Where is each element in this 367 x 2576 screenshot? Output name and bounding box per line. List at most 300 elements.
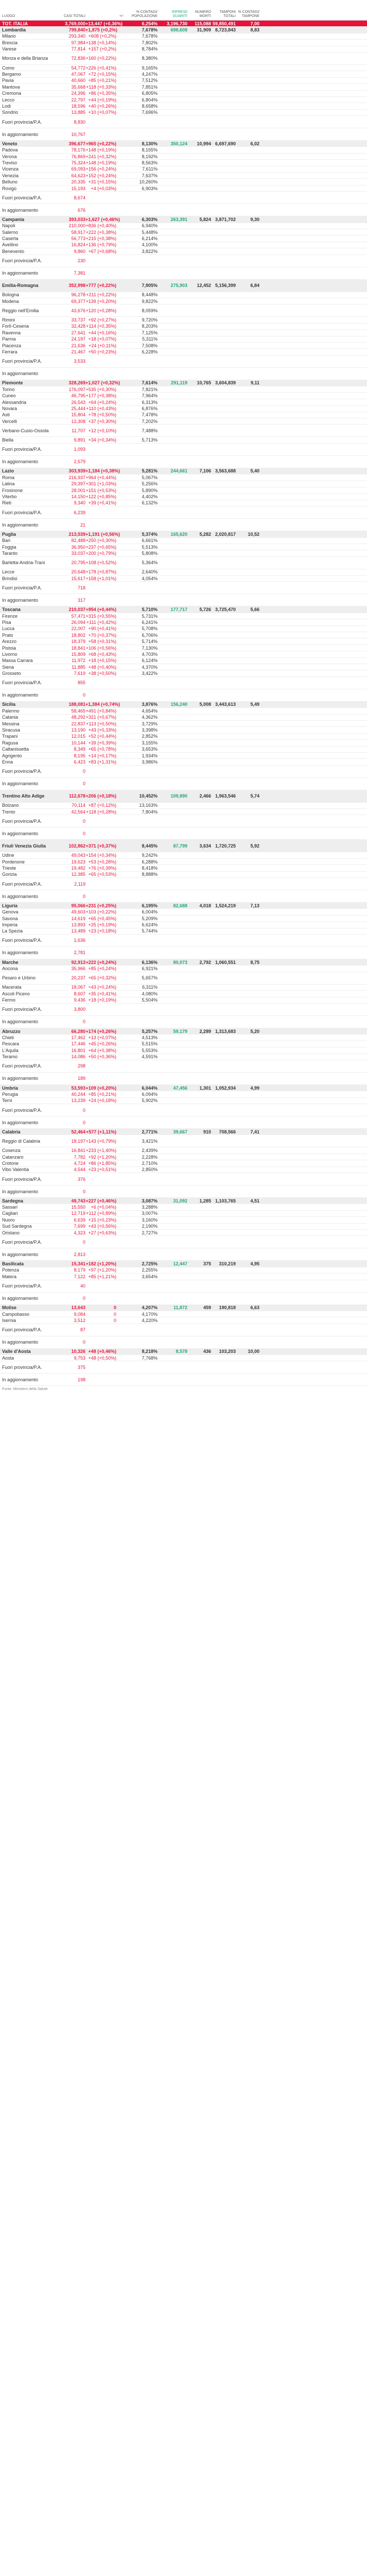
province-row[interactable]: [0, 456, 367, 468]
recovered: 698,608: [170, 27, 187, 33]
province-row[interactable]: [0, 91, 367, 97]
pct-population: 13,163%: [139, 803, 158, 808]
province-row[interactable]: [0, 708, 367, 714]
province-row[interactable]: [0, 997, 367, 1004]
province-row[interactable]: [0, 154, 367, 160]
place-name: Bolzano: [2, 803, 19, 808]
recovered: 11,872: [173, 1305, 187, 1311]
province-row[interactable]: [0, 386, 367, 393]
cases-total: 799,840: [68, 27, 85, 33]
province-row[interactable]: [0, 405, 367, 412]
province-row[interactable]: [0, 1224, 367, 1230]
province-row[interactable]: [0, 1160, 367, 1166]
total-row[interactable]: [0, 21, 367, 27]
pct-population: 2,228%: [142, 1154, 158, 1160]
cases-total: 10,144: [71, 740, 85, 745]
province-row[interactable]: [0, 928, 367, 935]
province-row[interactable]: [0, 292, 367, 298]
cases-total: 2,119: [74, 881, 85, 887]
province-row[interactable]: [0, 192, 367, 204]
province-row[interactable]: [0, 1173, 367, 1185]
province-row[interactable]: [0, 355, 367, 368]
province-row[interactable]: [0, 425, 367, 437]
cases-total: 216,937: [68, 474, 85, 480]
province-row[interactable]: [0, 519, 367, 531]
pct-population: 6,195%: [142, 903, 158, 908]
place-name: Foggia: [2, 544, 16, 550]
province-row[interactable]: [0, 179, 367, 185]
place-name: Padova: [2, 147, 18, 153]
province-row[interactable]: [0, 494, 367, 500]
region-row[interactable]: [0, 1198, 367, 1204]
pct-population: 8,448%: [142, 292, 158, 298]
province-row[interactable]: [0, 1248, 367, 1261]
province-row[interactable]: [0, 330, 367, 336]
region-row[interactable]: [0, 141, 367, 147]
pct-population: 9,165%: [142, 65, 158, 71]
province-row[interactable]: [0, 1267, 367, 1274]
cases-delta: +67 (+0,68%): [88, 248, 116, 254]
region-row[interactable]: [0, 531, 367, 537]
pct-tests: 5,49: [250, 702, 259, 707]
province-row[interactable]: [0, 437, 367, 443]
region-row[interactable]: [0, 606, 367, 613]
tests-total: 5,156,399: [215, 283, 236, 289]
province-row[interactable]: [0, 166, 367, 173]
cases-total: 97,984: [71, 40, 85, 45]
cases-total: 82,488: [71, 538, 85, 544]
pct-population: 6,876%: [142, 405, 158, 411]
province-row[interactable]: [0, 444, 367, 456]
province-row[interactable]: [0, 619, 367, 625]
place-name: Catania: [2, 715, 19, 720]
cases-total: 18,596: [71, 103, 85, 109]
pct-population: 5,209%: [142, 916, 158, 921]
province-row[interactable]: [0, 317, 367, 323]
province-row[interactable]: [0, 1274, 367, 1280]
cases-delta: +231 (+0,25%): [85, 903, 116, 908]
province-row[interactable]: [0, 645, 367, 651]
place-name: Sassari: [2, 1205, 18, 1210]
province-row[interactable]: [0, 1230, 367, 1236]
province-row[interactable]: [0, 922, 367, 928]
recovered: 31,092: [173, 1198, 187, 1204]
recovered: 165,620: [170, 531, 187, 537]
cases-delta: +1,191 (+0,56%): [85, 531, 120, 537]
province-row[interactable]: [0, 740, 367, 746]
pct-population: 5,744%: [142, 928, 158, 934]
pct-population: 3,155%: [142, 740, 158, 745]
place-name: Ascoli Piceno: [2, 991, 30, 996]
province-row[interactable]: [0, 185, 367, 192]
cases-total: 58,465: [71, 708, 85, 714]
pct-tests: 10,52: [248, 531, 259, 537]
cases-total: 328,269: [68, 380, 85, 386]
province-row[interactable]: [0, 336, 367, 343]
province-row[interactable]: [0, 1004, 367, 1016]
province-row[interactable]: [0, 1317, 367, 1324]
province-row[interactable]: [0, 1041, 367, 1047]
province-row[interactable]: [0, 1336, 367, 1349]
province-row[interactable]: [0, 569, 367, 575]
place-name: Matera: [2, 1274, 17, 1279]
cases-total: 10,326: [71, 1349, 85, 1354]
province-row[interactable]: [0, 481, 367, 487]
pct-population: 5,657%: [142, 975, 158, 981]
region-row[interactable]: [0, 1028, 367, 1035]
province-row[interactable]: [0, 1060, 367, 1073]
province-row[interactable]: [0, 865, 367, 871]
province-row[interactable]: [0, 116, 367, 128]
province-row[interactable]: [0, 412, 367, 418]
place-name: Rimini: [2, 317, 15, 323]
place-name: Benevento: [2, 248, 25, 254]
place-name: In aggiornamento: [2, 1019, 39, 1025]
pct-population: 6,661%: [142, 538, 158, 544]
cases-total: 317: [77, 597, 85, 603]
cases-total: 78,176: [71, 147, 85, 153]
province-row[interactable]: [0, 110, 367, 116]
cases-delta: +44 (+0,16%): [88, 330, 116, 335]
province-row[interactable]: [0, 1217, 367, 1223]
province-row[interactable]: [0, 298, 367, 304]
province-row[interactable]: [0, 147, 367, 153]
header-luogo[interactable]: LUOGO: [2, 14, 15, 18]
province-row[interactable]: [0, 1204, 367, 1210]
province-row[interactable]: [0, 267, 367, 280]
province-row[interactable]: [0, 965, 367, 972]
cases-delta: +15 (+0,23%): [88, 1217, 116, 1223]
province-row[interactable]: [0, 935, 367, 947]
province-row[interactable]: [0, 778, 367, 790]
province-row[interactable]: [0, 33, 367, 40]
place-name: Taranto: [2, 551, 18, 556]
province-row[interactable]: [0, 46, 367, 53]
cases-delta: +227 (+0,46%): [85, 1198, 116, 1204]
province-row[interactable]: [0, 664, 367, 670]
province-row[interactable]: [0, 368, 367, 380]
pct-population: 4,080%: [142, 991, 158, 996]
recovered: 82,688: [173, 903, 187, 908]
cases-delta: +160 (+0,22%): [85, 56, 116, 61]
province-row[interactable]: [0, 985, 367, 991]
province-row[interactable]: [0, 1293, 367, 1305]
region-row[interactable]: [0, 1349, 367, 1355]
recovered: 244,661: [170, 468, 187, 474]
province-row[interactable]: [0, 418, 367, 425]
province-row[interactable]: [0, 304, 367, 317]
place-name: Fuori provincia/P.A.: [2, 881, 42, 887]
tests-total: 1,313,683: [215, 1028, 236, 1034]
province-row[interactable]: [0, 53, 367, 65]
cases-total: 21,636: [71, 343, 85, 348]
pct-population: 8,658%: [142, 103, 158, 109]
cases-delta: +92 (+1,20%): [88, 1154, 116, 1160]
province-row[interactable]: [0, 766, 367, 778]
pct-population: 3,421%: [142, 1138, 158, 1144]
cases-total: 4,724: [74, 1160, 85, 1166]
region-row[interactable]: [0, 1085, 367, 1091]
province-row[interactable]: [0, 677, 367, 689]
province-row[interactable]: [0, 128, 367, 141]
region-row[interactable]: [0, 1261, 367, 1267]
pct-population: 6,094%: [142, 1091, 158, 1097]
place-name: Reggio di Calabria: [2, 1138, 41, 1144]
pct-population: 2,725%: [142, 1261, 158, 1267]
province-row[interactable]: [0, 809, 367, 815]
recovered: 291,119: [170, 380, 187, 386]
province-row[interactable]: [0, 1054, 367, 1060]
province-row[interactable]: [0, 916, 367, 922]
pct-population: 10,260%: [139, 179, 158, 185]
cases-total: 53,593: [71, 1085, 85, 1091]
province-row[interactable]: [0, 1355, 367, 1361]
province-row[interactable]: [0, 859, 367, 865]
province-row[interactable]: [0, 1016, 367, 1028]
province-row[interactable]: [0, 324, 367, 330]
province-row[interactable]: [0, 1167, 367, 1173]
province-row[interactable]: [0, 235, 367, 242]
tests-total: 103,203: [219, 1349, 236, 1354]
cases-total: 8,195: [74, 753, 85, 758]
cases-delta: +72 (+0,15%): [88, 72, 116, 77]
pct-population: 1,934%: [142, 753, 158, 758]
province-row[interactable]: [0, 815, 367, 827]
cases-total: 21,467: [71, 349, 85, 354]
province-row[interactable]: [0, 248, 367, 255]
province-row[interactable]: [0, 747, 367, 753]
province-row[interactable]: [0, 1280, 367, 1293]
cases-delta: +174 (+0,26%): [85, 1028, 116, 1034]
province-row[interactable]: [0, 343, 367, 349]
province-row[interactable]: [0, 689, 367, 702]
pct-population: 6,313%: [142, 399, 158, 405]
cases-total: 20,335: [71, 179, 85, 185]
pct-population: 4,654%: [142, 708, 158, 714]
province-row[interactable]: [0, 242, 367, 248]
cases-delta: +118 (+0,28%): [86, 809, 116, 815]
province-row[interactable]: [0, 506, 367, 519]
province-row[interactable]: [0, 544, 367, 550]
province-row[interactable]: [0, 670, 367, 676]
cases-delta: +35 (+0,41%): [88, 991, 116, 996]
province-row[interactable]: [0, 1098, 367, 1104]
province-row[interactable]: [0, 399, 367, 405]
province-row[interactable]: [0, 827, 367, 840]
region-row[interactable]: [0, 216, 367, 223]
province-row[interactable]: [0, 71, 367, 77]
province-row[interactable]: [0, 972, 367, 985]
region-row[interactable]: [0, 702, 367, 708]
province-row[interactable]: [0, 638, 367, 645]
place-name: Aosta: [2, 1355, 14, 1361]
region-row[interactable]: [0, 790, 367, 803]
header-delta[interactable]: +/-: [119, 14, 124, 18]
place-name: Liguria: [2, 903, 18, 908]
province-row[interactable]: [0, 204, 367, 216]
province-row[interactable]: [0, 474, 367, 481]
region-row[interactable]: [0, 1129, 367, 1135]
province-row[interactable]: [0, 613, 367, 619]
place-name: Fermo: [2, 997, 16, 1003]
province-row[interactable]: [0, 1211, 367, 1217]
region-row[interactable]: [0, 380, 367, 386]
tests-total: 190,818: [219, 1305, 236, 1311]
header-tamponi[interactable]: TAMPONI TOTALI: [219, 10, 236, 18]
province-row[interactable]: [0, 1154, 367, 1160]
province-row[interactable]: [0, 1185, 367, 1198]
province-row[interactable]: [0, 1236, 367, 1248]
province-row[interactable]: [0, 40, 367, 46]
province-row[interactable]: [0, 538, 367, 544]
deaths: 2,792: [199, 959, 211, 965]
province-row[interactable]: [0, 1147, 367, 1154]
place-name: Sicilia: [2, 702, 16, 707]
province-row[interactable]: [0, 1091, 367, 1097]
place-name: In aggiornamento: [2, 692, 39, 698]
cases-delta: +76 (+0,39%): [88, 865, 116, 871]
recovered: 3,196,730: [166, 21, 187, 26]
cases-total: 21: [80, 522, 85, 528]
header-guariti[interactable]: RIPRESI/ GUARITI: [172, 10, 187, 18]
place-name: Biella: [2, 437, 14, 443]
province-row[interactable]: [0, 1135, 367, 1147]
recovered: 80,073: [173, 959, 187, 965]
region-row[interactable]: [0, 840, 367, 852]
province-row[interactable]: [0, 727, 367, 733]
province-row[interactable]: [0, 852, 367, 858]
province-row[interactable]: [0, 173, 367, 179]
province-row[interactable]: [0, 255, 367, 267]
cases-delta: +106 (+0,56%): [85, 645, 116, 651]
place-name: Cagliari: [2, 1211, 18, 1216]
place-name: Pescara: [2, 1041, 20, 1047]
cases-delta: +43 (+0,33%): [88, 727, 116, 733]
place-name: Venezia: [2, 173, 19, 178]
pct-tests: 5,92: [250, 843, 259, 849]
place-name: Siracusa: [2, 727, 21, 733]
province-row[interactable]: [0, 487, 367, 494]
cases-total: 13,885: [71, 110, 85, 115]
province-row[interactable]: [0, 557, 367, 569]
region-row[interactable]: [0, 959, 367, 965]
cases-delta: +535 (+0,30%): [85, 386, 116, 392]
cases-total: 15,550: [71, 1205, 85, 1210]
province-row[interactable]: [0, 1035, 367, 1041]
header-casi-totali[interactable]: CASI TOTALI: [63, 14, 85, 18]
tests-total: 3,725,470: [215, 607, 236, 613]
province-row[interactable]: [0, 878, 367, 890]
province-row[interactable]: [0, 753, 367, 759]
region-row[interactable]: [0, 27, 367, 33]
province-row[interactable]: [0, 160, 367, 166]
province-row[interactable]: [0, 947, 367, 959]
province-row[interactable]: [0, 626, 367, 632]
region-row[interactable]: [0, 280, 367, 292]
province-row[interactable]: [0, 65, 367, 71]
pct-population: 3,398%: [142, 727, 158, 733]
province-row[interactable]: [0, 550, 367, 556]
region-row[interactable]: [0, 468, 367, 474]
province-row[interactable]: [0, 632, 367, 638]
province-row[interactable]: [0, 872, 367, 878]
province-row[interactable]: [0, 223, 367, 229]
province-row[interactable]: [0, 97, 367, 103]
cases-total: 7,122: [74, 1274, 85, 1279]
cases-total: 19,482: [71, 865, 85, 871]
province-row[interactable]: [0, 1311, 367, 1317]
header-pct-popolazione[interactable]: % CONTAGI/ POPOLAZIONE: [131, 10, 158, 18]
region-row[interactable]: [0, 1305, 367, 1311]
pct-population: 5,710%: [142, 607, 158, 613]
cases-delta: +136 (+0,79%): [85, 242, 116, 248]
province-row[interactable]: [0, 393, 367, 399]
province-row[interactable]: [0, 909, 367, 915]
province-row[interactable]: [0, 734, 367, 740]
cases-delta: +14 (+0,17%): [88, 753, 116, 758]
province-row[interactable]: [0, 1324, 367, 1336]
pct-tests: 7,13: [250, 903, 259, 908]
province-row[interactable]: [0, 582, 367, 594]
place-name: Friuli Venezia Giulia: [2, 843, 46, 849]
header-morti[interactable]: NUMERO MORTI: [195, 10, 211, 18]
province-row[interactable]: [0, 1104, 367, 1116]
province-row[interactable]: [0, 84, 367, 90]
province-row[interactable]: [0, 349, 367, 355]
cases-delta: 0: [113, 1318, 116, 1323]
region-row[interactable]: [0, 903, 367, 909]
pct-population: 8,130%: [142, 141, 158, 146]
province-row[interactable]: [0, 721, 367, 727]
place-name: Calabria: [2, 1129, 21, 1134]
province-row[interactable]: [0, 103, 367, 109]
cases-delta: +148 (+0,19%): [85, 147, 116, 153]
cases-delta: +18 (+0,19%): [88, 997, 116, 1003]
cases-total: 35,966: [71, 966, 85, 972]
cases-delta: +25 (+0,19%): [88, 922, 116, 927]
province-row[interactable]: [0, 890, 367, 903]
cases-total: 2,579: [74, 459, 85, 465]
province-row[interactable]: [0, 1047, 367, 1054]
province-row[interactable]: [0, 651, 367, 657]
cases-total: 12,719: [71, 1211, 85, 1216]
province-row[interactable]: [0, 991, 367, 997]
province-row[interactable]: [0, 1374, 367, 1386]
place-name: Pavia: [2, 78, 14, 83]
province-row[interactable]: [0, 575, 367, 582]
cases-delta: +78 (+0,50%): [88, 412, 116, 418]
province-row[interactable]: [0, 1116, 367, 1129]
province-row[interactable]: [0, 759, 367, 765]
cases-delta: +85 (+1,21%): [88, 1274, 116, 1279]
province-row[interactable]: [0, 658, 367, 664]
place-name: Fuori provincia/P.A.: [2, 258, 42, 264]
province-row[interactable]: [0, 229, 367, 235]
header-contagi-tampone[interactable]: % CONTAGI/ TAMPONE: [238, 10, 259, 18]
place-name: Sud Sardegna: [2, 1224, 32, 1229]
cases-delta: +68 (+0,43%): [88, 651, 116, 657]
province-row[interactable]: [0, 594, 367, 606]
province-row[interactable]: [0, 1073, 367, 1085]
province-row[interactable]: [0, 715, 367, 721]
province-row[interactable]: [0, 1361, 367, 1374]
province-row[interactable]: [0, 78, 367, 84]
province-row[interactable]: [0, 803, 367, 809]
place-name: Latina: [2, 481, 15, 487]
cases-delta: 0: [113, 1305, 116, 1311]
province-row[interactable]: [0, 500, 367, 506]
place-name: Fuori provincia/P.A.: [2, 1063, 42, 1069]
